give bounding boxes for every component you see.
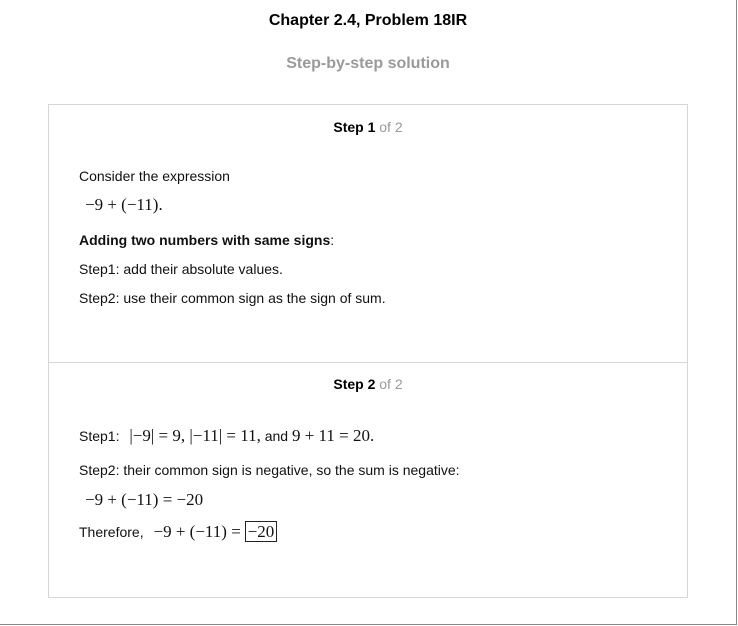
step-1-rule-2: Step2: use their common sign as the sign of sum. — [79, 290, 386, 306]
step-2-s1-label: Step1: — [79, 428, 120, 444]
step-2-result-expression: −9 + (−11) = −20 — [85, 490, 204, 509]
step-2-therefore-line — [79, 522, 277, 542]
step-1-rule-1: Step1: add their absolute values. — [79, 261, 283, 277]
step-1-label: Step 1 — [333, 119, 376, 135]
therefore-label: Therefore, — [79, 524, 144, 540]
step-2-section — [49, 362, 687, 597]
step-1-section — [49, 105, 687, 363]
step-1-rule-title — [79, 232, 334, 248]
therefore-expression: −9 + (−11) = — [153, 522, 241, 541]
step-2-s1-math-b: 9 + 11 = 20. — [291, 426, 375, 445]
solution-card — [48, 104, 688, 598]
step-1-expression: −9 + (−11). — [85, 195, 163, 214]
step-1-header — [49, 119, 687, 135]
step-2-label: Step 2 — [333, 376, 376, 392]
page-subtitle: Step-by-step solution — [286, 55, 450, 72]
step-1-intro: Consider the expression — [79, 168, 230, 184]
step-2-line-2: Step2: their common sign is negative, so the sum is negative: — [79, 462, 460, 478]
rule-title-colon: : — [330, 232, 335, 248]
page-title: Chapter 2.4, Problem 18IR — [268, 12, 468, 29]
step-1-count: of 2 — [379, 119, 403, 135]
step-2-count: of 2 — [379, 376, 403, 392]
step-2-header — [49, 376, 687, 392]
step-2-s1-math-a: |−9| = 9, |−11| = 11, — [129, 426, 261, 445]
final-answer-box: −20 — [245, 521, 278, 542]
step-2-line-1 — [79, 426, 374, 446]
step-2-s1-and: and — [264, 428, 289, 444]
rule-title-text: Adding two numbers with same signs — [79, 232, 331, 248]
